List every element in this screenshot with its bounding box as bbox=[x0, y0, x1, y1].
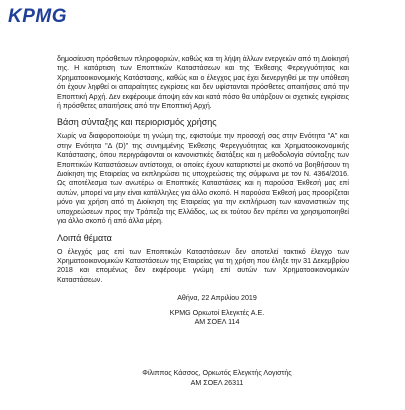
report-body bbox=[57, 55, 349, 388]
paragraph-approvals: δημοσίευση πρόσθετων πληροφοριών, καθώς και τη λήψη άλλων ενεργειών από τη Διοίκησή της. Η κατάρτιση των Εποπτικών Καταστάσεων και της Έκθεσης Φερεγγυότητας και Χρηματοοικονομικής Κατάστασης, καθώς και ο έλεγχος μας έχει διενεργηθεί με την υπόθεση ότι έχουν ληφθεί οι απαραίτητες εγκρίσεις και δεν υφίστανται πρόσθετες απαιτήσεις από την Εποπτική Αρχή. Δεν εκφέρουμε άποψη εάν και κατά πόσο θα υπάρξουν οι σχετικές εγκρίσεις ή πρόσθετες απαιτήσεις από την Εποπτική Αρχή. bbox=[57, 55, 349, 111]
kpmg-logo: KPMG bbox=[8, 6, 67, 27]
heading-basis-of-preparation: Βάση σύνταξης και περιορισμός χρήσης bbox=[57, 117, 217, 128]
signature-place-date: Αθήνα, 22 Απριλίου 2019 bbox=[177, 294, 257, 303]
signature-firm-registration: ΑΜ ΣΟΕΛ 114 bbox=[194, 317, 240, 326]
paragraph-basis-of-preparation: Χωρίς να διαφοροποιούμε τη γνώμη της, εφιστούμε την προσοχή σας στην Ενότητα "Α" και στην Ενότητα "Δ (D)" της συνημμένης Έκθεσης Φερεγγυότητας και Χρηματοοικονομικής Κατάστασης, όπου περιγράφονται οι κανονιστικές διατάξεις και η μεθοδολογία σύνταξης των Εποπτικών Καταστάσεων αντίστοιχα, οι οποίες έχουν καταρτιστεί με σκοπό να βοηθήσουν τη Διοίκηση της Εταιρείας να εκπληρώσει τις υποχρεώσεις της σύμφωνα με τον Ν. 4364/2016. Ως αποτέλεσμα των ανωτέρω οι Εποπτικές Καταστάσεις και η παρούσα Έκθεσή μας επί αυτών, μπορεί να μην είναι κατάλληλες για άλλο σκοπό. Η παρούσα Έκθεσή μας προορίζεται μόνο για χρήση από τη Διοίκηση της Εταιρείας για την εκπλήρωση των κανονιστικών της υποχρεώσεων προς την Τράπεζα της Ελλάδος, ως εκ τούτου δεν πρέπει να χρησιμοποιηθεί για άλλο σκοπό ή από άλλα μέρη. bbox=[57, 132, 349, 226]
paragraph-other-matters: Ο έλεγχός μας επί των Εποπτικών Καταστάσεων δεν αποτελεί τακτικό έλεγχο των Χρηματοοικονομικών Καταστάσεων της Εταιρείας για τη χρήση που έληξε την 31 Δεκεμβρίου 2018 και επομένως δεν εκφέρουμε γνώμη επί αυτών των Χρηματοοικονομικών Καταστάσεων. bbox=[57, 247, 349, 284]
signature-auditor: Φίλιππος Κάσσος, Ορκωτός Ελεγκτής Λογιστής bbox=[142, 369, 292, 378]
signature-auditor-registration: ΑΜ ΣΟΕΛ 26311 bbox=[190, 378, 244, 387]
signature-firm: KPMG Ορκωτοί Ελεγκτές Α.Ε. bbox=[169, 308, 265, 317]
heading-other-matters: Λοιπά θέματα bbox=[57, 232, 112, 243]
